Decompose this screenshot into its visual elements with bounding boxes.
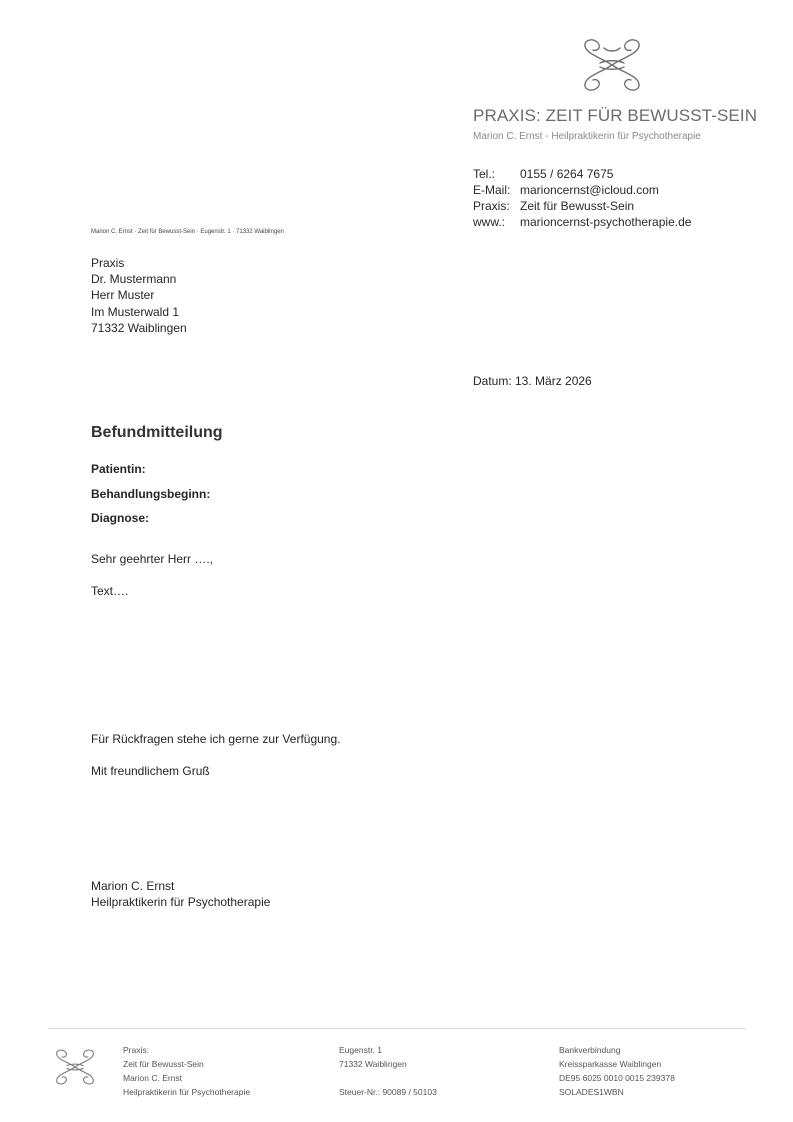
letter-salutation: Sehr geehrter Herr …., xyxy=(91,552,214,566)
letter-closing: Mit freundlichem Gruß xyxy=(91,764,210,778)
contact-block xyxy=(473,166,691,230)
footer-line: Marion C. Ernst xyxy=(123,1073,183,1083)
letter-subject: Befundmitteilung xyxy=(91,424,223,441)
footer-practice-column xyxy=(123,1043,250,1099)
letter-questions-line: Für Rückfragen stehe ich gerne zur Verfügung. xyxy=(91,732,341,746)
footer-line: 71332 Waiblingen xyxy=(339,1059,407,1069)
contact-label: E-Mail: xyxy=(473,183,511,197)
footer-line: DE95 6025 0010 0015 239378 xyxy=(559,1073,675,1083)
ornamental-knot-icon xyxy=(578,36,646,94)
letter-date: Datum: 13. März 2026 xyxy=(473,374,592,388)
recipient-line: 71332 Waiblingen xyxy=(91,320,187,335)
footer-divider xyxy=(48,1028,746,1029)
contact-value: 0155 / 6264 7675 xyxy=(520,167,614,181)
sender-return-address: Marion C. Ernst · Zeit für Bewusst-Sein · Eugenstr. 1 · 71332 Waiblingen xyxy=(91,229,284,235)
signature-block xyxy=(91,878,270,910)
contact-value: Zeit für Bewusst-Sein xyxy=(520,199,635,213)
footer-line xyxy=(339,1071,437,1085)
footer-line: Kreissparkasse Waiblingen xyxy=(559,1059,662,1069)
recipient-line: Herr Muster xyxy=(91,288,155,303)
footer-line: SOLADES1WBN xyxy=(559,1087,624,1097)
footer-line: Steuer-Nr.: 90089 / 50103 xyxy=(339,1087,437,1097)
contact-value: marioncernst-psychotherapie.de xyxy=(520,215,692,229)
signature-name: Marion C. Ernst xyxy=(91,879,175,893)
ornamental-knot-icon xyxy=(52,1046,98,1088)
contact-phone xyxy=(473,166,691,182)
footer-address-column xyxy=(339,1043,437,1099)
contact-label: Praxis: xyxy=(473,199,510,213)
practice-tagline: Marion C. Ernst - Heilpraktikerin für Psychotherapie xyxy=(473,131,701,142)
contact-label: www.: xyxy=(473,215,506,229)
contact-website xyxy=(473,214,691,230)
signature-title: Heilpraktikerin für Psychotherapie xyxy=(91,895,271,909)
letter-body: Text…. xyxy=(91,584,129,598)
recipient-line: Dr. Mustermann xyxy=(91,272,177,287)
recipient-line: Praxis xyxy=(91,256,125,270)
field-patient-label: Patientin: xyxy=(91,462,146,476)
practice-brand-name: PRAXIS: ZEIT FÜR BEWUSST-SEIN xyxy=(473,106,758,125)
contact-label: Tel.: xyxy=(473,167,496,181)
footer-line: Zeit für Bewusst-Sein xyxy=(123,1059,204,1069)
recipient-line: Im Musterwald 1 xyxy=(91,304,180,319)
footer-line: Eugenstr. 1 xyxy=(339,1045,383,1055)
contact-practice xyxy=(473,198,691,214)
recipient-address xyxy=(91,255,187,336)
footer-line: Bankverbindung xyxy=(559,1045,621,1055)
footer-line: Praxis: xyxy=(123,1045,149,1055)
contact-email xyxy=(473,182,691,198)
field-treatment-start-label: Behandlungsbeginn: xyxy=(91,487,211,501)
footer-bank-column xyxy=(559,1043,675,1099)
field-diagnosis-label: Diagnose: xyxy=(91,511,150,525)
contact-value: marioncernst@icloud.com xyxy=(520,183,659,197)
footer-line: Heilpraktikerin für Psychotherapie xyxy=(123,1087,251,1097)
